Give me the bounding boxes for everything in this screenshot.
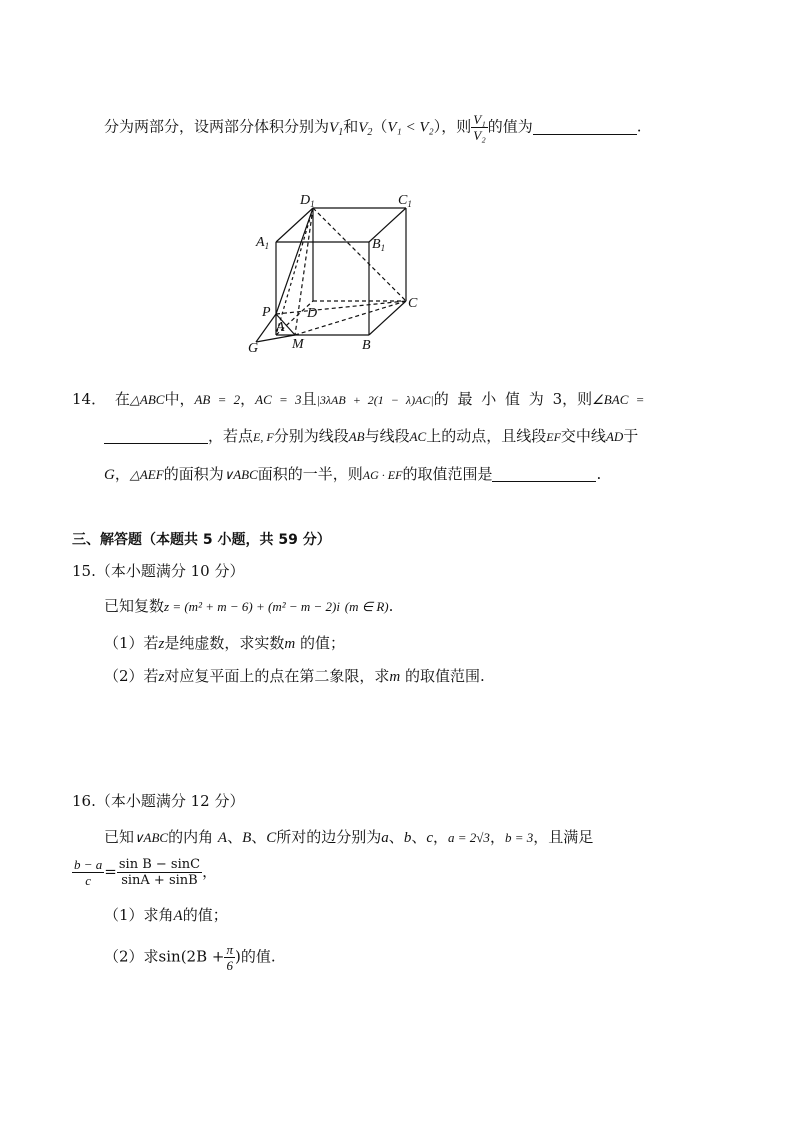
edge-b-c xyxy=(369,301,406,335)
q16-a: a xyxy=(381,830,389,846)
q15-text: （1）若 xyxy=(104,634,159,652)
q14-text: 中， xyxy=(164,390,195,408)
q14-text: 与线段 xyxy=(364,427,410,445)
q13-end: . xyxy=(636,117,642,136)
q13-frac-den: V₂ xyxy=(473,128,486,143)
q16-eq: = xyxy=(104,862,117,881)
q14-ef: E, F xyxy=(253,430,274,444)
q14-text: 的 最 小 值 为 xyxy=(433,390,544,408)
q15-z: z xyxy=(158,636,165,652)
line-p-c-dashed xyxy=(276,301,406,314)
q14-ac2: AC xyxy=(409,429,427,444)
q14-dot-product: AG · EF xyxy=(362,468,403,482)
q15-cond: (m ∈ R) xyxy=(344,599,389,614)
q15-header: 15.（本小题满分 10 分） xyxy=(72,562,245,580)
q16-A: A xyxy=(217,830,228,846)
q14-end: . xyxy=(596,465,602,483)
q15-text: 的值； xyxy=(300,634,346,652)
q14-text: 的取值范围是 xyxy=(402,465,493,483)
q16-B: B xyxy=(242,830,252,846)
q16-rhs-fraction: $\frac{\text{sin B − sinC}}{\sin A + \sin B}$ xyxy=(118,857,201,888)
q13-cond: V₁ < V₂ xyxy=(387,119,434,136)
q16-text: ， xyxy=(433,828,449,846)
q16-text: 的内角 xyxy=(168,828,214,846)
q13-suffix: 的值为 xyxy=(487,117,533,136)
q13-prefix: 分为两部分，设两部分体积分别为 xyxy=(104,117,330,136)
q14-text: 于 xyxy=(623,427,639,445)
q15-expr: z = (m² + m − 6) + (m² − m − 2)i xyxy=(164,599,340,614)
q16-expr: sin(2B + xyxy=(158,947,225,966)
label-c: C xyxy=(408,296,418,311)
section-3-title: 三、解答题（本题共 5 小题，共 59 分） xyxy=(72,532,331,548)
q15-text: 的取值范围. xyxy=(405,667,485,685)
q13-cond-close: ），则 xyxy=(433,117,472,136)
label-g: G xyxy=(248,341,259,356)
q14-text: ， xyxy=(114,465,130,483)
q14-ef2: EF xyxy=(546,430,561,444)
q16-part1 xyxy=(104,904,228,925)
q14-answer-blank-2 xyxy=(492,465,596,482)
q16-condition xyxy=(72,857,217,888)
q16-text: ， xyxy=(489,828,505,846)
q14-text: ，若点 xyxy=(208,427,254,445)
label-d1: $D_1$ xyxy=(300,193,315,209)
q14-text: 分别为线段 xyxy=(273,427,349,445)
q16-pi-over-6: $\frac{\pi}{6}$ xyxy=(226,942,233,973)
q15-text: 是纯虚数，求实数 xyxy=(164,634,285,652)
q14-text: 的面积为 xyxy=(163,465,224,483)
q15-text: . xyxy=(388,597,394,615)
q15-text: 对应复平面上的点在第二象限，求 xyxy=(164,667,390,685)
q15-z: z xyxy=(158,669,165,685)
q16-vabc: ∨ABC xyxy=(134,830,169,845)
q16-header: 16.（本小题满分 12 分） xyxy=(72,792,245,810)
q14-text: 上的动点，且线段 xyxy=(426,427,547,445)
q14-tri: △ABC xyxy=(129,392,165,407)
q14-text: 交中线 xyxy=(560,427,606,445)
q16-text: ， xyxy=(202,862,218,881)
label-b: B xyxy=(362,338,371,353)
q13-tail-line xyxy=(104,112,642,143)
line-d1-p xyxy=(276,208,313,314)
label-a1: $A_1$ xyxy=(256,235,270,251)
q14-text: 面积的一半，则 xyxy=(257,465,363,483)
q15-stem xyxy=(104,595,393,616)
q16-text: 、 xyxy=(411,828,427,846)
line-d1-c-dashed xyxy=(313,208,406,301)
q14-vabc: ∨ABC xyxy=(223,467,258,482)
q16-text: ，且满足 xyxy=(533,828,594,846)
q15-m: m xyxy=(389,669,401,685)
q15-part2 xyxy=(104,665,485,686)
label-c1: $C_1$ xyxy=(398,193,412,209)
q15-part1 xyxy=(104,632,345,653)
line-g-m xyxy=(256,335,295,342)
label-b1: $B_1$ xyxy=(372,237,386,253)
q16-text: 、 xyxy=(251,828,267,846)
q14-ab2: AB xyxy=(348,429,365,444)
q13-v2: $V_2$ xyxy=(358,119,373,138)
q14-text: 且 xyxy=(301,390,317,408)
label-d: D xyxy=(307,306,318,321)
q14-number: 14． xyxy=(72,390,107,408)
q13-ratio-fraction xyxy=(471,112,487,143)
q14-text: 在 xyxy=(114,390,130,408)
q14-angle: ∠BAC = xyxy=(592,392,645,407)
q14-line2 xyxy=(104,425,638,446)
q16-text: 的值. xyxy=(240,947,276,966)
q16-part2 xyxy=(104,942,276,973)
label-m: M xyxy=(292,337,304,352)
q16-text: （1）求角 xyxy=(104,906,174,924)
q14-aef: △AEF xyxy=(129,467,164,482)
q14-line1 xyxy=(72,388,644,409)
q16-b: b xyxy=(403,830,412,846)
q13-answer-blank xyxy=(533,118,637,135)
q14-text: ， xyxy=(240,390,256,408)
label-a: A xyxy=(276,320,285,335)
q14-answer-blank-1 xyxy=(104,427,208,444)
q16-lhs-fraction: $\frac{b - a}{c}$ xyxy=(74,857,103,888)
q14-ad: AD xyxy=(605,429,624,444)
q16-text: 的值； xyxy=(182,906,228,924)
label-p: P xyxy=(262,305,271,320)
q13-frac-num: V₁ xyxy=(473,112,486,127)
q15-text: （2）若 xyxy=(104,667,159,685)
q16-stem xyxy=(104,826,593,847)
q16-c: c xyxy=(426,830,433,846)
q14-g: G xyxy=(104,467,115,483)
q16-a-val: a = 2√3 xyxy=(448,830,490,845)
q16-b-val: b = 3 xyxy=(504,830,534,845)
q14-text: ，则 xyxy=(562,390,593,408)
q14-three: 3 xyxy=(552,390,563,408)
q16-expr: ) xyxy=(234,947,241,966)
q16-C: C xyxy=(266,830,277,846)
q14-line3 xyxy=(104,463,601,484)
q16-text: 、 xyxy=(227,828,243,846)
q13-cond-open: （ xyxy=(372,117,388,136)
q13-and: 和 xyxy=(343,117,359,136)
q16-text: 已知 xyxy=(104,828,135,846)
q16-text: 所对的边分别为 xyxy=(276,828,382,846)
q16-A: A xyxy=(173,908,183,924)
cube-figure xyxy=(240,186,430,356)
q16-text: （2）求 xyxy=(104,947,159,966)
q14-ab: AB = 2 xyxy=(194,392,241,407)
q15-m: m xyxy=(284,636,296,652)
q16-text: 、 xyxy=(388,828,404,846)
q14-ac: AC = 3 xyxy=(255,392,302,407)
q15-text: 已知复数 xyxy=(104,597,165,615)
q13-v1: $V_1$ xyxy=(329,119,344,138)
q14-expr: |3λAB + 2(1 − λ)AC| xyxy=(316,393,434,407)
